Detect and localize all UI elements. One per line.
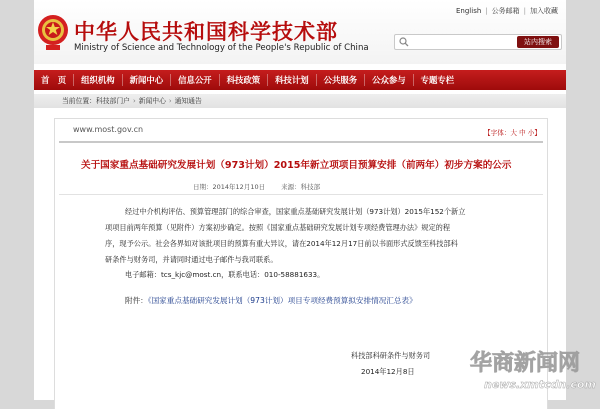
divider: |: [485, 7, 488, 15]
top-links: [456, 6, 558, 16]
nav-item-programs[interactable]: 科技计划: [268, 74, 317, 86]
body-line: 研条件与财务司，并请同时通过电子邮件与我司联系。: [105, 255, 278, 264]
search-box: [394, 34, 562, 50]
body-line: 序，现予公示。社会各界如对该批项目的预算有重大异议，请在2014年12月17日前以书面形式反馈至科技部科: [105, 239, 458, 248]
page: [34, 0, 566, 400]
article-source: 来源：科技部: [281, 183, 321, 191]
nav-item-home[interactable]: 首 页: [34, 74, 74, 86]
nav-item-services[interactable]: 公共服务: [317, 74, 366, 86]
svg-text:news.xmtcdn.com: news.xmtcdn.com: [484, 378, 596, 391]
mail-link[interactable]: 公务邮箱: [491, 7, 520, 15]
national-emblem-icon: [36, 12, 70, 52]
article-date: 日期：2014年12月10日: [193, 183, 266, 191]
breadcrumb-item-news[interactable]: 新闻中心: [138, 97, 166, 105]
contact-line: 电子邮箱：tcs_kjc@most.cn，联系电话：010-58881633。: [125, 270, 325, 279]
font-size-control[interactable]: 【字体：大 中 小】: [484, 129, 541, 137]
article-meta: [193, 182, 320, 191]
breadcrumb-item-notices[interactable]: 通知通告: [174, 97, 202, 105]
english-link[interactable]: English: [456, 7, 482, 15]
divider: [59, 194, 543, 195]
site-subtitle: Ministry of Science and Technology of the People's Republic of China: [74, 43, 369, 53]
divider: [59, 141, 543, 143]
site-header: [34, 0, 566, 64]
nav-item-news[interactable]: 新闻中心: [123, 74, 172, 86]
article-title: 关于国家重点基础研究发展计划（973计划）2015年新立项项目预算安排（前两年）初步方案的公示: [81, 160, 512, 171]
nav-item-participation[interactable]: 公众参与: [365, 74, 414, 86]
signer: 科技部科研条件与财务司: [351, 351, 431, 360]
search-icon: [399, 37, 409, 47]
divider: |: [523, 7, 526, 15]
sign-date: 2014年12月8日: [361, 367, 415, 376]
search-button[interactable]: 站内搜索: [517, 36, 559, 48]
chevron-right-icon: ›: [132, 97, 136, 105]
site-title: 中华人民共和国科学技术部: [74, 20, 338, 44]
body-line: 经过中介机构评估、预算管理部门的综合审查，国家重点基础研究发展计划（973计划）2015年152个新立: [125, 207, 466, 216]
watermark-logo: [456, 344, 596, 400]
main-nav: [34, 70, 566, 90]
nav-item-disclosure[interactable]: 信息公开: [171, 74, 220, 86]
attachment-link[interactable]: 《国家重点基础研究发展计划（973计划）项目专项经费预算拟安排情况汇总表》: [147, 296, 417, 305]
nav-item-topics[interactable]: 专题专栏: [420, 75, 455, 85]
attachment-label: 附件：: [125, 296, 148, 305]
svg-text:华商新闻网: 华商新闻网: [470, 351, 581, 376]
site-url: www.most.gov.cn: [73, 125, 144, 134]
breadcrumb-label: 当前位置：: [62, 97, 96, 105]
search-input[interactable]: [413, 36, 503, 47]
body-line: 项项目前两年预算（见附件）方案初步确定。按照《国家重点基础研究发展计划专项经费管理办法》规定的程: [105, 223, 451, 232]
breadcrumb: [34, 94, 566, 108]
favorite-link[interactable]: 加入收藏: [530, 7, 558, 15]
breadcrumb-item-portal[interactable]: 科技部门户: [95, 97, 130, 105]
nav-item-policy[interactable]: 科技政策: [220, 74, 269, 86]
nav-item-organization[interactable]: 组织机构: [74, 74, 123, 86]
chevron-right-icon: ›: [168, 97, 172, 105]
attachment: [125, 295, 417, 306]
